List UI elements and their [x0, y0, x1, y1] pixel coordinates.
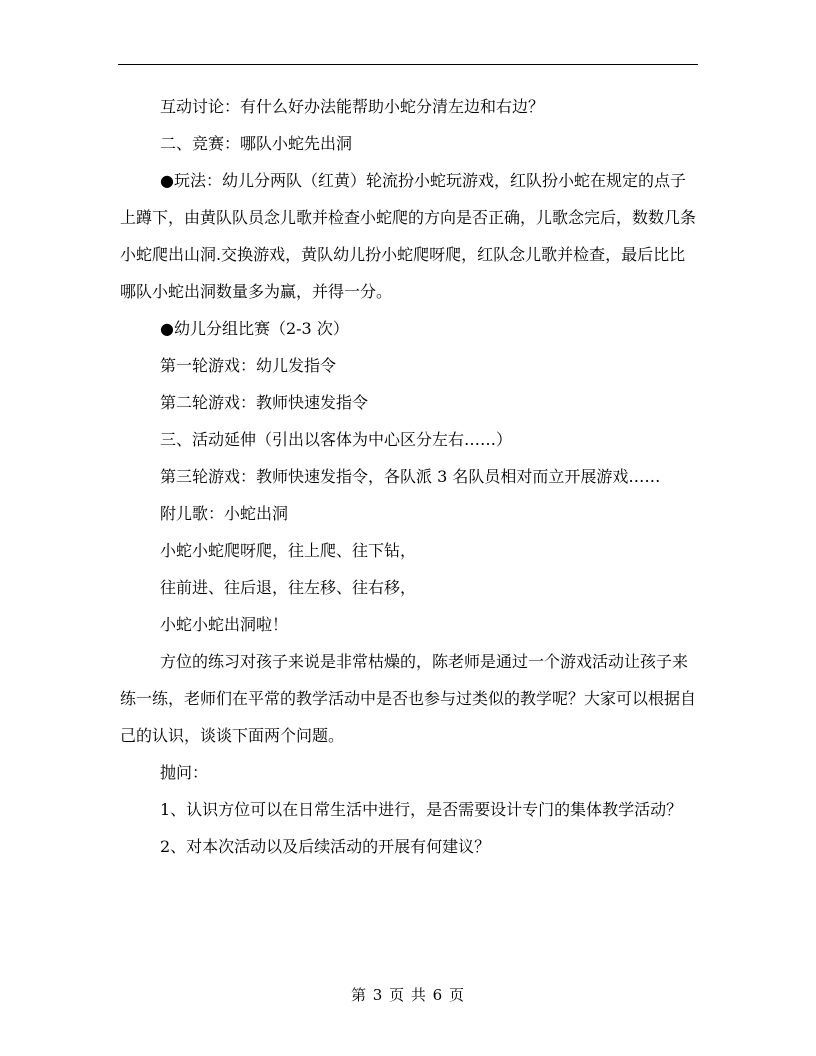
paragraph-section-2-heading: 二、竞赛：哪队小蛇先出洞 [160, 134, 353, 153]
paragraph-game-rules: ●玩法：幼儿分两队（红黄）轮流扮小蛇玩游戏，红队扮小蛇在规定的点子上蹲下，由黄队队员念儿歌并检查小蛇爬的方向是否正确，儿歌念完后，数数几条小蛇爬出山洞.交换游戏，黄队幼儿扮小蛇爬呀爬，红队念儿歌并检查，最后比比哪队小蛇出洞数量多为赢，并得一分。 [120, 171, 697, 301]
paragraph-question-2: 2、对本次活动以及后续活动的开展有何建议？ [160, 837, 491, 856]
paragraph-rhyme-line-3: 小蛇小蛇出洞啦！ [160, 615, 289, 634]
header-rule [118, 64, 698, 65]
paragraph-round-2: 第二轮游戏：教师快速发指令 [160, 393, 369, 412]
paragraph-group-competition: ●幼儿分组比赛（2-3 次） [160, 319, 349, 338]
paragraph-commentary: 方位的练习对孩子来说是非常枯燥的，陈老师是通过一个游戏活动让孩子来练一练，老师们在平常的教学活动中是否也参与过类似的教学呢？大家可以根据自己的认识，谈谈下面两个问题。 [120, 652, 697, 745]
paragraph-section-3-heading: 三、活动延伸（引出以客体为中心区分左右……） [160, 430, 513, 449]
paragraph-round-1: 第一轮游戏：幼儿发指令 [160, 356, 337, 375]
paragraph-questions-heading: 抛问： [160, 763, 209, 782]
paragraph-round-3: 第三轮游戏：教师快速发指令，各队派 3 名队员相对而立开展游戏…… [160, 467, 661, 486]
page-number: 第 3 页 共 6 页 [351, 986, 465, 1004]
document-body [120, 88, 700, 865]
paragraph-rhyme-line-2: 往前进、往后退，往左移、往右移， [160, 578, 417, 597]
paragraph-discussion: 互动讨论：有什么好办法能帮助小蛇分清左边和右边？ [160, 97, 545, 116]
paragraph-rhyme-title: 附儿歌：小蛇出洞 [160, 504, 289, 523]
paragraph-question-1: 1、认识方位可以在日常生活中进行，是否需要设计专门的集体教学活动？ [160, 800, 683, 819]
paragraph-rhyme-line-1: 小蛇小蛇爬呀爬，往上爬、往下钻， [160, 541, 417, 560]
